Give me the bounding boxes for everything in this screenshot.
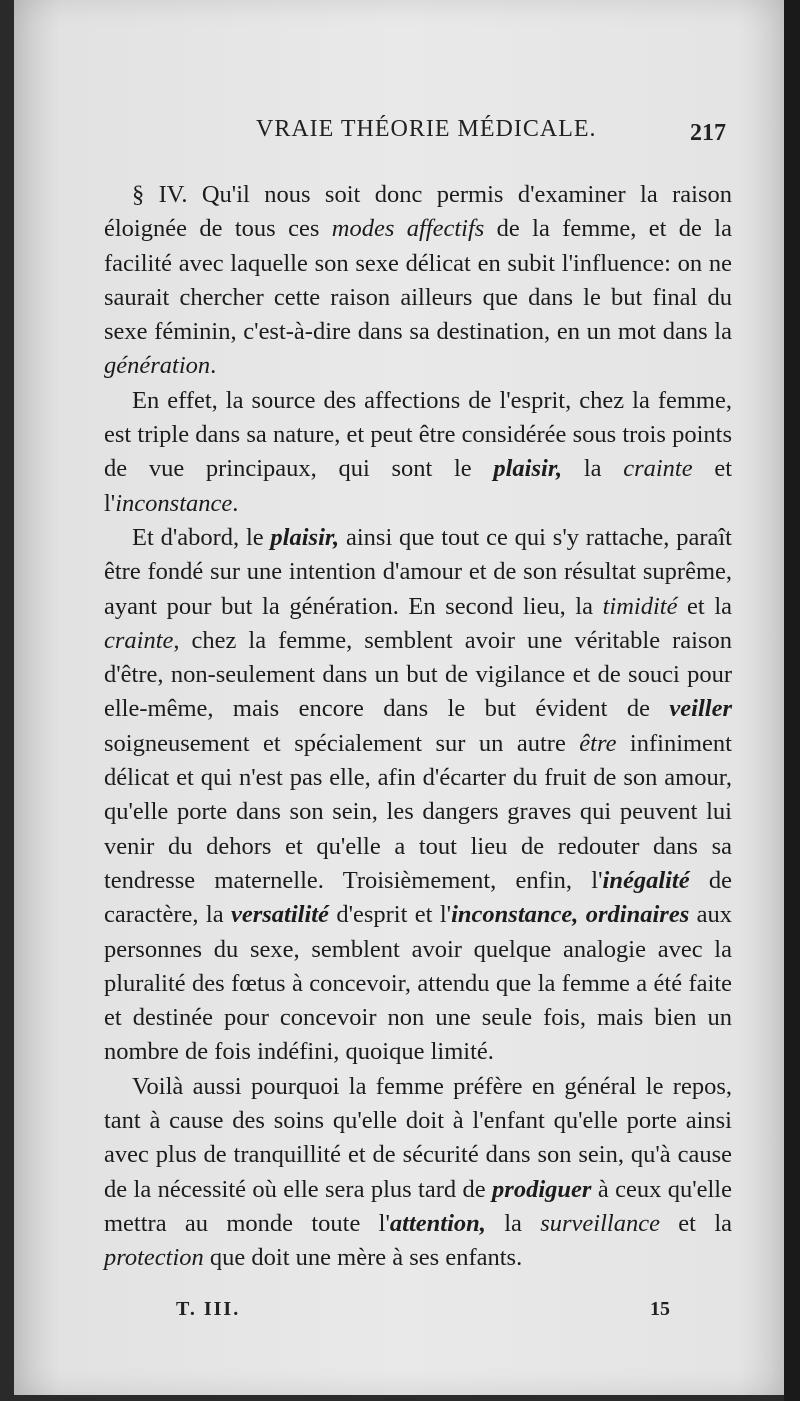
emphasis-run: versatilité	[230, 901, 329, 929]
text-run: et la	[659, 1209, 732, 1237]
signature-mark: 15	[650, 1298, 670, 1320]
paragraph-1	[104, 178, 732, 384]
emphasis-run: plaisir,	[270, 523, 340, 551]
emphasis-run: protection	[104, 1244, 204, 1272]
text-run: d'esprit et l'	[328, 901, 452, 929]
running-header	[14, 112, 784, 152]
paragraph-4	[104, 1070, 732, 1276]
body-text	[104, 178, 732, 1276]
emphasis-run: attention,	[389, 1209, 486, 1237]
text-run: § IV. Qu'il nous soit donc permis d'examiner la raison éloignée de tous ces	[104, 181, 732, 243]
book-page	[14, 0, 784, 1395]
emphasis-run: crainte	[104, 626, 174, 654]
text-run: la	[562, 455, 624, 483]
emphasis-run: inégalité	[602, 866, 690, 894]
text-run: , chez la femme, semblent avoir une véritable raison d'être, non-seulement dans un but de vigilance et de souci pour elle-même, mais encore dans le but évident de	[104, 626, 732, 723]
page-footer	[14, 1298, 784, 1328]
text-run: Voilà aussi pourquoi la femme préfère en général le repos, tant à cause des soins qu'elle doit à l'enfant qu'elle porte ainsi avec plus de tranquillité et de sécurité dans son sein, qu'à cause de la nécessité où elle sera plus tard de	[104, 1072, 732, 1203]
volume-mark: T. III.	[176, 1298, 241, 1320]
text-run: que doit une mère à ses enfants.	[203, 1244, 523, 1272]
paragraph-3	[104, 521, 732, 1070]
text-run: Et d'abord, le	[132, 523, 271, 551]
text-run: de la femme, et de la facilité avec laquelle son sexe délicat en subit l'influence: on ne saurait chercher cette raison ailleurs que dans le but final du sexe féminin, c'est-à-dire dans sa destination, en un mot dans la	[104, 215, 732, 346]
text-run: ainsi que tout ce qui s'y rattache, paraît être fondé sur une intention d'amour et de son résultat suprême, ayant pour but la génération. En second lieu, la	[104, 523, 732, 620]
text-run: .	[232, 489, 239, 517]
emphasis-run: être	[579, 729, 617, 757]
emphasis-run: plaisir,	[493, 455, 563, 483]
text-run: de caractère, la	[104, 866, 733, 929]
emphasis-run: inconstance	[115, 489, 233, 517]
scan-edge	[784, 0, 800, 1401]
running-title: VRAIE THÉORIE MÉDICALE.	[256, 116, 597, 142]
emphasis-run: crainte	[623, 455, 693, 483]
page-number: 217	[690, 120, 726, 146]
paragraph-2	[104, 384, 732, 521]
emphasis-run: inconstance, ordinaires	[451, 901, 690, 929]
text-run: et la	[677, 592, 732, 620]
text-run: et l'	[104, 455, 732, 517]
emphasis-run: veiller	[669, 695, 732, 723]
emphasis-run: prodiguer	[492, 1175, 592, 1203]
text-run: En effet, la source des affections de l'esprit, chez la femme, est triple dans sa nature, et peut être considérée sous trois points de vue principaux, qui sont le	[104, 386, 732, 483]
text-run: à ceux qu'elle mettra au monde toute l'	[104, 1175, 732, 1237]
text-run: la	[485, 1209, 541, 1237]
emphasis-run: timidité	[602, 592, 678, 620]
text-run: soigneusement et spécialement sur un autre	[104, 729, 580, 757]
text-run: infiniment délicat et qui n'est pas elle, afin d'écarter du fruit de son amour, qu'elle porte dans son sein, les dangers graves qui peuvent lui venir du dehors et qu'elle a tout lieu de redouter dans sa tendresse maternelle. Troisièmement, enfin, l'	[104, 729, 732, 894]
text-run: .	[210, 352, 217, 380]
emphasis-run: surveillance	[540, 1209, 660, 1237]
text-run: aux personnes du sexe, semblent avoir quelque analogie avec la pluralité des fœtus à concevoir, attendu que la femme a été faite et destinée pour concevoir non une seule fois, mais bien un nombre de fois indéfini, quoique limité.	[104, 901, 733, 1066]
emphasis-run: génération	[104, 352, 211, 380]
emphasis-run: modes affectifs	[331, 215, 485, 243]
